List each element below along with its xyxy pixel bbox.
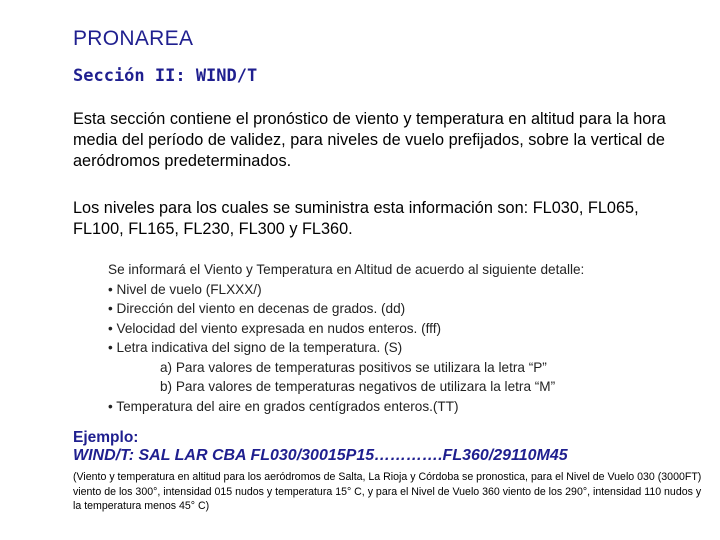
detail-item-temperature-sign: • Letra indicativa del signo de la temperatura. (S)	[108, 340, 403, 355]
detail-subitem-positive: a) Para valores de temperaturas positivos se utilizara la letra “P”	[160, 359, 547, 375]
slide-title: PRONAREA	[73, 27, 194, 50]
example-note: (Viento y temperatura en altitud para los aeródromos de Salta, La Rioja y Córdoba se pronostica, para el Nivel de Vuelo 030 (3000FT) viento de los 300°, intensidad 015 nudos y temperatura 15° C, y para el Nivel de Vuelo 360 viento de los 290°, intensidad 110 nudos y la temperatura menos 45° C)	[73, 471, 702, 512]
detail-item-wind-speed: • Velocidad del viento expresada en nudos enteros. (fff)	[108, 320, 441, 336]
detail-subitem-negative: b) Para valores de temperaturas negativos de utilizara la letra “M”	[160, 379, 556, 394]
detail-item-air-temperature: • Temperatura del aire en grados centígrados enteros.(TT)	[108, 398, 459, 414]
detail-intro: Se informará el Viento y Temperatura en Altitud de acuerdo al siguiente detalle:	[108, 262, 585, 277]
example-label: Ejemplo:	[73, 429, 139, 446]
detail-list	[108, 260, 708, 416]
section-subtitle: Sección II: WIND/T	[73, 66, 258, 86]
detail-item-flight-level: • Nivel de vuelo (FLXXX/)	[108, 281, 262, 297]
description-paragraph: Esta sección contiene el pronóstico de viento y temperatura en altitud para la hora media del período de validez, para niveles de vuelo prefijados, sobre la vertical de aeródromos predeterminados.	[73, 110, 666, 170]
detail-item-wind-direction: • Dirección del viento en decenas de grados. (dd)	[108, 301, 406, 316]
example-code: WIND/T: SAL LAR CBA FL030/30015P15………….FL360/29110M45	[73, 447, 568, 464]
flight-levels-paragraph: Los niveles para los cuales se suministra esta información son: FL030, FL065, FL100, FL165, FL230, FL300 y FL360.	[73, 199, 639, 238]
